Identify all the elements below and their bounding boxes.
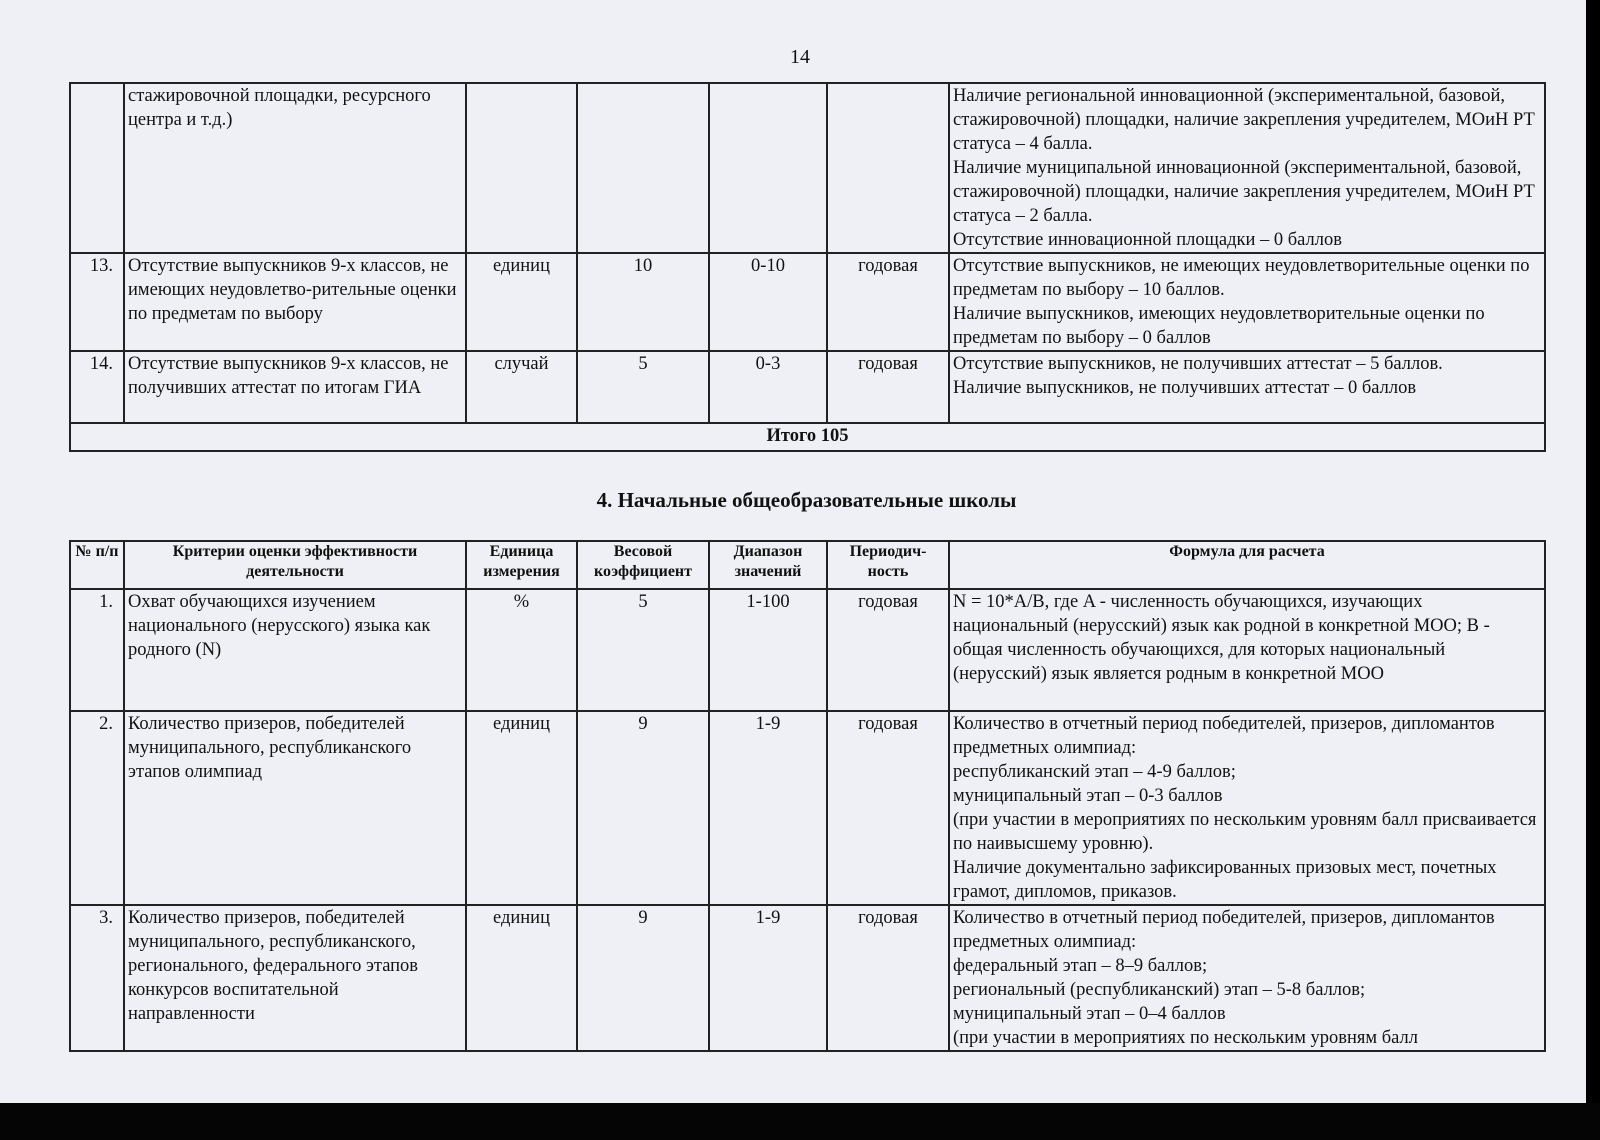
total-value: Итого 105 (70, 423, 1545, 451)
table-row (70, 253, 1545, 351)
row-formula (949, 711, 1545, 905)
formula-line: муниципальный этап – 0–4 баллов (953, 1004, 1226, 1024)
header-unit: Единица измерения (466, 541, 577, 589)
formula-line: Отсутствие выпускников, не имеющих неудовлетворительные оценки по предметам по выбору – 10 баллов. (953, 256, 1530, 300)
row-period: годовая (827, 351, 949, 423)
table-header (70, 541, 1545, 589)
row-unit (466, 83, 577, 253)
row-unit: случай (466, 351, 577, 423)
row-weight: 9 (577, 905, 709, 1051)
scan-border (0, 1103, 1600, 1140)
row-weight: 5 (577, 589, 709, 711)
row-period: годовая (827, 711, 949, 905)
row-unit: единиц (466, 905, 577, 1051)
table-row (70, 905, 1545, 1051)
formula-line: (при участии в мероприятиях по нескольким уровням балл (953, 1028, 1419, 1048)
formula-line: Наличие региональной инновационной (экспериментальной, базовой, стажировочной) площадки, наличие закрепления учредителем, МОиН РТ статуса – 4 балла. (953, 86, 1535, 154)
header-formula: Формула для расчета (949, 541, 1545, 589)
formula-line: Наличие выпускников, не получивших аттестат – 0 баллов (953, 378, 1417, 398)
header-range: Диапазон значений (709, 541, 827, 589)
row-criterion: Отсутствие выпускников 9-х классов, не получивших аттестат по итогам ГИА (124, 351, 466, 423)
row-criterion: Количество призеров, победителей муниципального, республиканского этапов олимпиад (124, 711, 466, 905)
row-period: годовая (827, 253, 949, 351)
section-title: 4. Начальные общеобразовательные школы (596, 488, 1017, 512)
row-number: 13. (70, 253, 124, 351)
header-criterion: Критерии оценки эффективности деятельности (124, 541, 466, 589)
row-number: 3. (70, 905, 124, 1051)
row-unit: единиц (466, 253, 577, 351)
table-row (70, 83, 1545, 253)
row-number: 2. (70, 711, 124, 905)
table-row (70, 589, 1545, 711)
row-criterion: Отсутствие выпускников 9-х классов, не имеющих неудовлетво-рительные оценки по предметам по выбору (124, 253, 466, 351)
row-number: 1. (70, 589, 124, 711)
row-number (70, 83, 124, 253)
criteria-table-body (70, 83, 1545, 451)
row-criterion: Охват обучающихся изучением национального (нерусского) языка как родного (N) (124, 589, 466, 711)
formula-line: муниципальный этап – 0-3 баллов (953, 786, 1223, 806)
formula-line: федеральный этап – 8–9 баллов; (953, 956, 1208, 976)
row-criterion: Количество призеров, победителей муниципального, республиканского, регионального, федерального этапов конкурсов воспитательной направленности (124, 905, 466, 1051)
row-number: 14. (70, 351, 124, 423)
row-unit: % (466, 589, 577, 711)
row-unit: единиц (466, 711, 577, 905)
row-weight: 9 (577, 711, 709, 905)
formula-line: Наличие документально зафиксированных призовых мест, почетных грамот, дипломов, приказов. (953, 858, 1497, 902)
criteria-table-body (70, 589, 1545, 1051)
header-period: Периодич-ность (827, 541, 949, 589)
row-period: годовая (827, 589, 949, 711)
row-formula (949, 905, 1545, 1051)
criteria-table-continued (69, 82, 1546, 452)
row-period: годовая (827, 905, 949, 1051)
header-num: № п/п (70, 541, 124, 589)
row-criterion: стажировочной площадки, ресурсного центра и т.д.) (124, 83, 466, 253)
row-range: 1-9 (709, 905, 827, 1051)
table-row (70, 351, 1545, 423)
formula-line: Наличие выпускников, имеющих неудовлетворительные оценки по предметам по выбору – 0 баллов (953, 304, 1485, 348)
formula-line: Количество в отчетный период победителей, призеров, дипломантов предметных олимпиад: (953, 714, 1495, 758)
row-weight (577, 83, 709, 253)
row-weight: 5 (577, 351, 709, 423)
formula-line: Отсутствие выпускников, не получивших аттестат – 5 баллов. (953, 354, 1443, 374)
formula-line: (при участии в мероприятиях по нескольким уровням балл присваивается по наивысшему уровню). (953, 810, 1537, 854)
total-row (70, 423, 1545, 451)
row-range (709, 83, 827, 253)
row-range: 1-9 (709, 711, 827, 905)
criteria-table-primary-schools (69, 540, 1546, 1052)
formula-line: Количество в отчетный период победителей, призеров, дипломантов предметных олимпиад: (953, 908, 1495, 952)
row-formula (949, 589, 1545, 711)
row-formula (949, 351, 1545, 423)
header-row (70, 541, 1545, 589)
formula-line: Наличие муниципальной инновационной (экспериментальной, базовой, стажировочной) площадки, наличие закрепления учредителем, МОиН РТ статуса – 2 балла. (953, 158, 1535, 226)
row-range: 0-3 (709, 351, 827, 423)
table-row (70, 711, 1545, 905)
row-weight: 10 (577, 253, 709, 351)
page-number: 14 (790, 46, 810, 68)
formula-line: N = 10*A/B, где A - численность обучающихся, изучающих национальный (нерусский) язык как родной в конкретной МОО; B - общая численность обучающихся, для которых национальный (нерусский) язык является родным в конкретной МОО (953, 592, 1490, 684)
formula-line: региональный (республиканский) этап – 5-8 баллов; (953, 980, 1366, 1000)
row-range: 0-10 (709, 253, 827, 351)
formula-line: Отсутствие инновационной площадки – 0 баллов (953, 230, 1342, 250)
formula-line: республиканский этап – 4-9 баллов; (953, 762, 1236, 782)
row-formula (949, 83, 1545, 253)
header-weight: Весовой коэффициент (577, 541, 709, 589)
row-formula (949, 253, 1545, 351)
row-range: 1-100 (709, 589, 827, 711)
row-period (827, 83, 949, 253)
